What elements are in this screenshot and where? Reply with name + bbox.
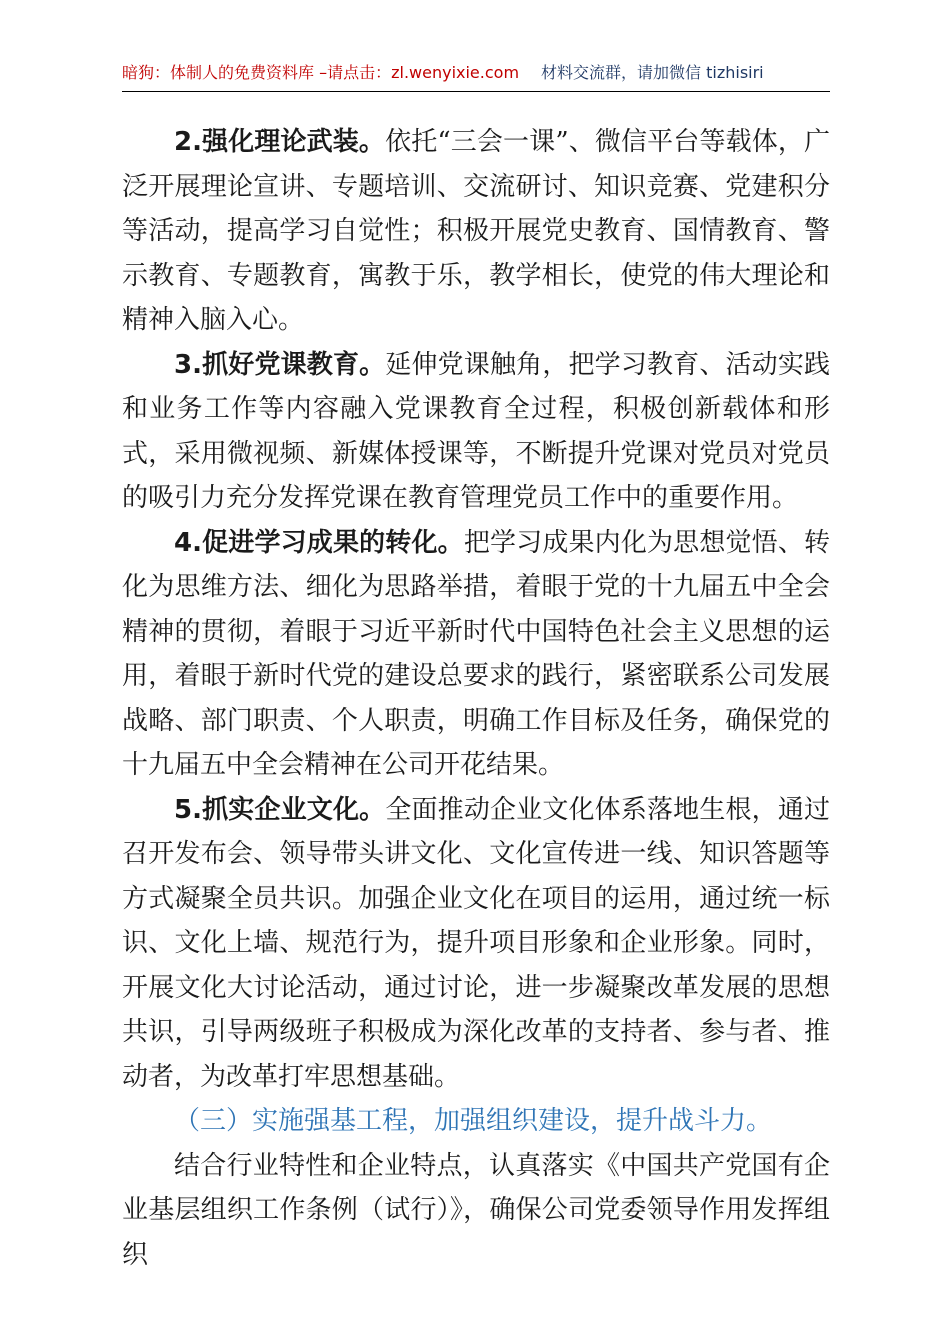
paragraph-lead: 5.抓实企业文化。	[174, 794, 386, 825]
paragraph-item-3	[122, 343, 830, 521]
paragraph-text: 全面推动企业文化体系落地生根，通过召开发布会、领导带头讲文化、文化宣传进一线、知识答题等方式凝聚全员共识。加强企业文化在项目的运用，通过统一标识、文化上墙、规范行为，提升项目形象和企业形象。同时，开展文化大讨论活动，通过讨论，进一步凝聚改革发展的思想共识，引导两级班子积极成为深化改革的支持者、参与者、推动者，为改革打牢思想基础。	[122, 794, 830, 1092]
paragraph-text: 延伸党课触角，把学习教育、活动实践和业务工作等内容融入党课教育全过程，积极创新载体和形式，采用微视频、新媒体授课等，不断提升党课对党员对党员的吸引力充分发挥党课在教育管理党员工作中的重要作用。	[122, 349, 830, 513]
header-url-link[interactable]: zl.wenyixie.com	[391, 63, 520, 82]
closing-paragraph: 结合行业特性和企业特点，认真落实《中国共产党国有企业基层组织工作条例（试行）》，确保公司党委领导作用发挥组织	[122, 1150, 830, 1270]
paragraph-lead: 4.促进学习成果的转化。	[174, 527, 464, 558]
paragraph-lead: 3.抓好党课教育。	[174, 349, 386, 380]
document-body	[122, 120, 830, 1277]
page-header	[122, 62, 830, 84]
section-heading: （三）实施强基工程，加强组织建设，提升战斗力。	[174, 1106, 773, 1136]
paragraph-item-2	[122, 120, 830, 343]
header-divider	[122, 91, 830, 92]
paragraph-item-4	[122, 521, 830, 788]
paragraph-lead: 2.强化理论武装。	[174, 127, 386, 157]
header-left-text: 暗狗：体制人的免费资料库 –请点击：	[122, 63, 392, 82]
paragraph-text: 把学习成果内化为思想觉悟、转化为思维方法、细化为思路举措，着眼于党的十九届五中全会精神的贯彻，着眼于习近平新时代中国特色社会主义思想的运用，着眼于新时代党的建设总要求的践行，紧密联系公司发展战略、部门职责、个人职责，明确工作目标及任务，确保党的十九届五中全会精神在公司开花结果。	[122, 527, 830, 780]
paragraph-text: 依托“三会一课”、微信平台等载体，广泛开展理论宣讲、专题培训、交流研讨、知识竞赛、党建积分等活动，提高学习自觉性；积极开展党史教育、国情教育、警示教育、专题教育，寓教于乐，教学相长，使党的伟大理论和精神入脑入心。	[122, 127, 831, 335]
header-right-text: 材料交流群，请加微信 tizhisiri	[541, 63, 764, 82]
paragraph-item-5	[122, 788, 830, 1100]
